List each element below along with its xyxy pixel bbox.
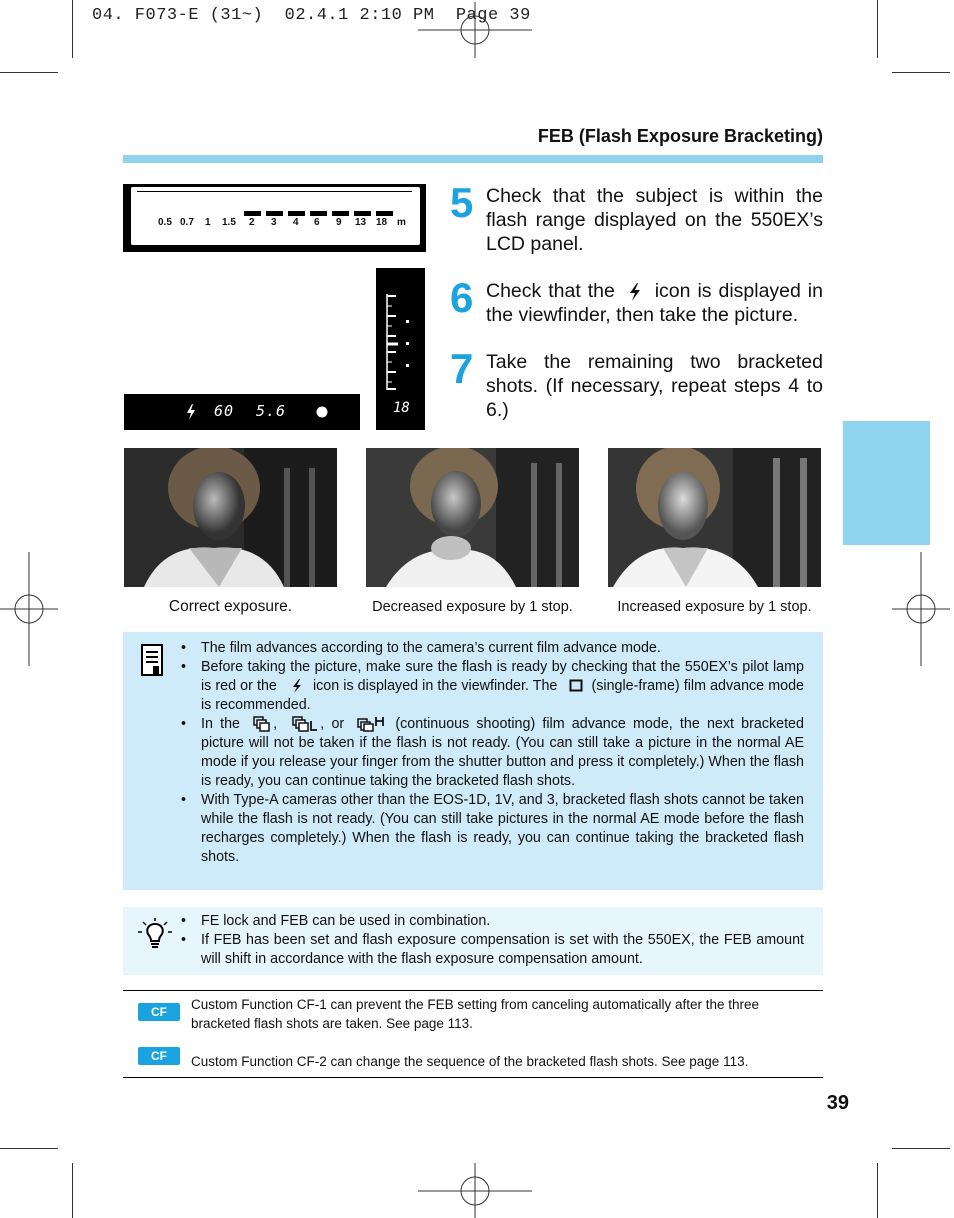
scale-label: 13 xyxy=(355,217,367,228)
viewfinder-exposure-scale xyxy=(376,268,425,430)
step-text: Take the remaining two bracketed shots. (If necessary, repeat steps 4 to 6.) xyxy=(486,351,823,421)
frame-counter: 18 xyxy=(393,400,410,416)
cf-note: Custom Function CF-2 can change the sequence of the bracketed flash shots. See page 113. xyxy=(191,1054,749,1069)
lightbulb-icon xyxy=(137,917,173,951)
scale-label: 4 xyxy=(293,217,299,228)
note-box xyxy=(123,632,823,890)
continuous-shooting-icon xyxy=(253,716,271,732)
tip-item: • FE lock and FEB can be used in combination. xyxy=(181,912,804,931)
side-tab xyxy=(843,421,930,545)
note-item: • The film advances according to the camera’s current film advance mode. xyxy=(181,639,804,658)
cf-note: Custom Function CF-1 can prevent the FEB setting from canceling automatically after the three bracketed flash shots are taken. See page 113. xyxy=(191,997,760,1031)
step-number: 6 xyxy=(450,274,474,321)
flash-icon xyxy=(628,282,642,302)
cf-badge: CF xyxy=(138,1047,180,1065)
step-7 xyxy=(450,345,823,422)
caption-increased-exposure: Increased exposure by 1 stop. xyxy=(617,599,812,615)
scale-label: 2 xyxy=(249,217,255,228)
continuous-low-speed-icon xyxy=(292,716,318,732)
viewfinder-display xyxy=(124,394,360,430)
scale-label: 3 xyxy=(271,217,277,228)
scale-label: m xyxy=(397,217,406,228)
focus-confirmation-icon xyxy=(315,405,329,419)
caption-correct-exposure: Correct exposure. xyxy=(168,598,293,615)
single-frame-icon xyxy=(569,679,583,693)
aperture-readout: 5.6 xyxy=(256,402,287,420)
step-6 xyxy=(450,274,823,327)
flash-icon xyxy=(291,678,303,694)
flash-icon xyxy=(186,404,196,420)
print-header: 04. F073-E (31~) 02.4.1 2:10 PM Page 39 xyxy=(92,6,531,25)
caption-decreased-exposure: Decreased exposure by 1 stop. xyxy=(372,599,573,615)
shutter-speed-readout: 60 xyxy=(214,402,235,420)
scale-label: 6 xyxy=(314,217,320,228)
scale-label: 18 xyxy=(376,217,388,228)
distance-scale xyxy=(131,217,420,231)
scale-label: 0.5 xyxy=(158,217,172,228)
step-text-start: Check that the xyxy=(486,280,615,302)
scale-label: 0.7 xyxy=(180,217,194,228)
lcd-panel-illustration xyxy=(123,184,426,252)
scale-label: 9 xyxy=(336,217,342,228)
step-number: 5 xyxy=(450,179,474,226)
step-text: Check that the subject is within the flash range displayed on the 550EX’s LCD panel. xyxy=(486,185,823,255)
photo-decreased-exposure xyxy=(366,448,579,587)
scale-label: 1 xyxy=(205,217,211,228)
photo-increased-exposure xyxy=(608,448,821,587)
step-5 xyxy=(450,179,823,256)
exposure-level-scale xyxy=(384,292,418,392)
step-number: 7 xyxy=(450,345,474,392)
continuous-high-speed-icon xyxy=(357,716,385,732)
memo-icon xyxy=(141,644,165,678)
divider xyxy=(123,990,823,991)
registration-mark-bottom xyxy=(418,1163,532,1218)
registration-mark-right xyxy=(892,552,950,666)
divider xyxy=(123,1077,823,1078)
tip-box xyxy=(123,907,823,975)
tip-item: • If FEB has been set and flash exposure compensation is set with the 550EX, the FEB amount will shift in accordance with the flash exposure compensation amount. xyxy=(181,931,804,969)
page-number: 39 xyxy=(826,1092,849,1114)
step-text-end: icon is displayed in the viewfinder, then take the picture. xyxy=(486,280,823,326)
registration-mark-left xyxy=(0,552,58,666)
note-item: • With Type-A cameras other than the EOS-1D, 1V, and 3, bracketed flash shots cannot be taken while the flash is not ready. (You can still take pictures in the normal AE mode before the flash recharges completely.) When the flash is ready, you can continue taking the bracketed flash shots. xyxy=(181,791,804,867)
section-title: FEB (Flash Exposure Bracketing) xyxy=(537,126,823,146)
note-item: • Before taking the picture, make sure the flash is ready by checking that the 550EX’s pilot lamp is red or the icon is displayed in the viewfinder. The (single-frame) film advance mode is recommended. xyxy=(181,658,804,715)
title-band xyxy=(123,155,823,163)
registration-mark-top xyxy=(418,2,532,58)
scale-label: 1.5 xyxy=(222,217,236,228)
cf-badge: CF xyxy=(138,1003,180,1021)
photo-correct-exposure xyxy=(124,448,337,587)
note-item: • In the , , or (continuous shooting) film advance mode, the next bracketed picture will not be taken if the flash is not ready. (You can still take a picture in the normal AE mode if you release your finger from the shutter button and press it completely.) When the flash is ready, you can continue taking the bracketed flash shots. xyxy=(181,715,804,791)
